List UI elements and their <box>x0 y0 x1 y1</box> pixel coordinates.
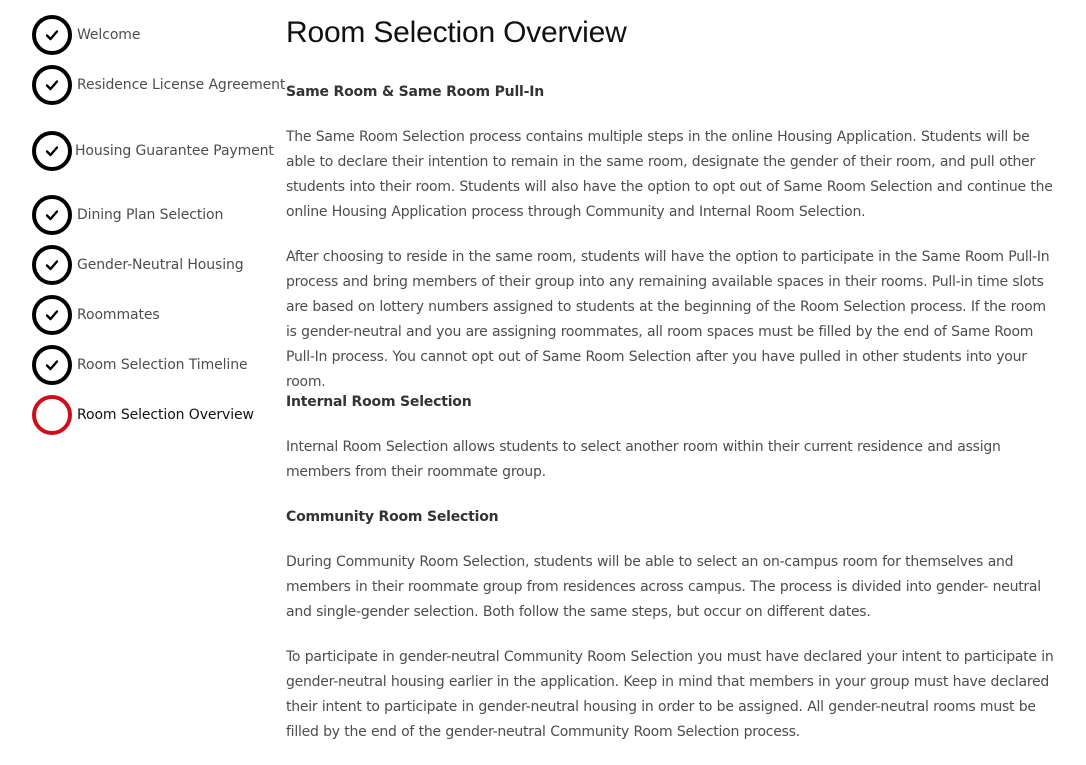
step-label: Gender-Neutral Housing <box>77 257 244 273</box>
section-heading-internal-room: Internal Room Selection <box>286 394 472 410</box>
checkmark-icon <box>44 257 60 273</box>
step-dining-plan-selection[interactable] <box>32 195 223 235</box>
paragraph-same-room-2: After choosing to reside in the same room, students will have the option to participate in the Same Room Pull-In process and bring members of their group into any remaining available spaces in their rooms. Pull-in time slots are based on lottery numbers assigned to students at the beginning of the Room Selection process. If the room is gender-neutral and you are assigning roommates, all room spaces must be filled by the end of Same Room Pull-In process. You cannot opt out of Same Room Selection after you have pulled in other students into your room. <box>286 249 1050 390</box>
step-label: Room Selection Overview <box>77 407 254 423</box>
step-label: Roommates <box>77 307 160 323</box>
paragraph-community-room-1: During Community Room Selection, students will be able to select an on-campus room for themselves and members in their roommate group from residences across campus. The process is divided into gender- neutral and single-gender selection. Both follow the same steps, but occur on different dates. <box>286 554 1041 620</box>
step-complete-ring <box>32 245 72 285</box>
step-label: Residence License Agreement <box>77 77 286 93</box>
step-label: Housing Guarantee Payment <box>75 143 274 159</box>
checkmark-icon <box>44 207 60 223</box>
progress-steps-sidebar <box>0 0 286 765</box>
checkmark-icon <box>44 357 60 373</box>
step-housing-guarantee-payment[interactable] <box>32 131 274 171</box>
page-title: Room Selection Overview <box>286 16 627 49</box>
step-complete-ring <box>32 65 72 105</box>
paragraph-internal-room-1: Internal Room Selection allows students to select another room within their current residence and assign members from their roommate group. <box>286 439 1001 480</box>
step-complete-ring <box>32 295 72 335</box>
step-room-selection-overview[interactable] <box>32 395 254 435</box>
step-label: Welcome <box>77 27 141 43</box>
step-welcome[interactable] <box>32 15 140 55</box>
step-gender-neutral-housing[interactable] <box>32 245 244 285</box>
paragraph-community-room-2: To participate in gender-neutral Community Room Selection you must have declared your intent to participate in gender-neutral housing earlier in the application. Keep in mind that members in your group must have declared their intent to participate in gender-neutral housing in order to be assigned. All gender-neutral rooms must be filled by the end of the gender-neutral Community Room Selection process. <box>286 649 1054 740</box>
paragraph-same-room-1: The Same Room Selection process contains multiple steps in the online Housing Application. Students will be able to declare their intention to remain in the same room, designate the gender of their room, and pull other students into their room. Students will also have the option to opt out of Same Room Selection and continue the online Housing Application process through Community and Internal Room Selection. <box>286 129 1053 220</box>
step-label: Dining Plan Selection <box>77 207 224 223</box>
step-label: Room Selection Timeline <box>77 357 248 373</box>
checkmark-icon <box>44 143 60 159</box>
step-complete-ring <box>32 345 72 385</box>
step-complete-ring <box>32 15 72 55</box>
section-heading-community-room: Community Room Selection <box>286 509 499 525</box>
section-heading-same-room: Same Room & Same Room Pull-In <box>286 84 545 100</box>
step-residence-license-agreement[interactable] <box>32 65 285 105</box>
step-current-ring <box>32 395 72 435</box>
checkmark-icon <box>44 77 60 93</box>
step-complete-ring <box>32 195 72 235</box>
checkmark-icon <box>44 307 60 323</box>
step-complete-ring <box>32 131 72 171</box>
step-room-selection-timeline[interactable] <box>32 345 248 385</box>
step-roommates[interactable] <box>32 295 160 335</box>
checkmark-icon <box>44 27 60 43</box>
